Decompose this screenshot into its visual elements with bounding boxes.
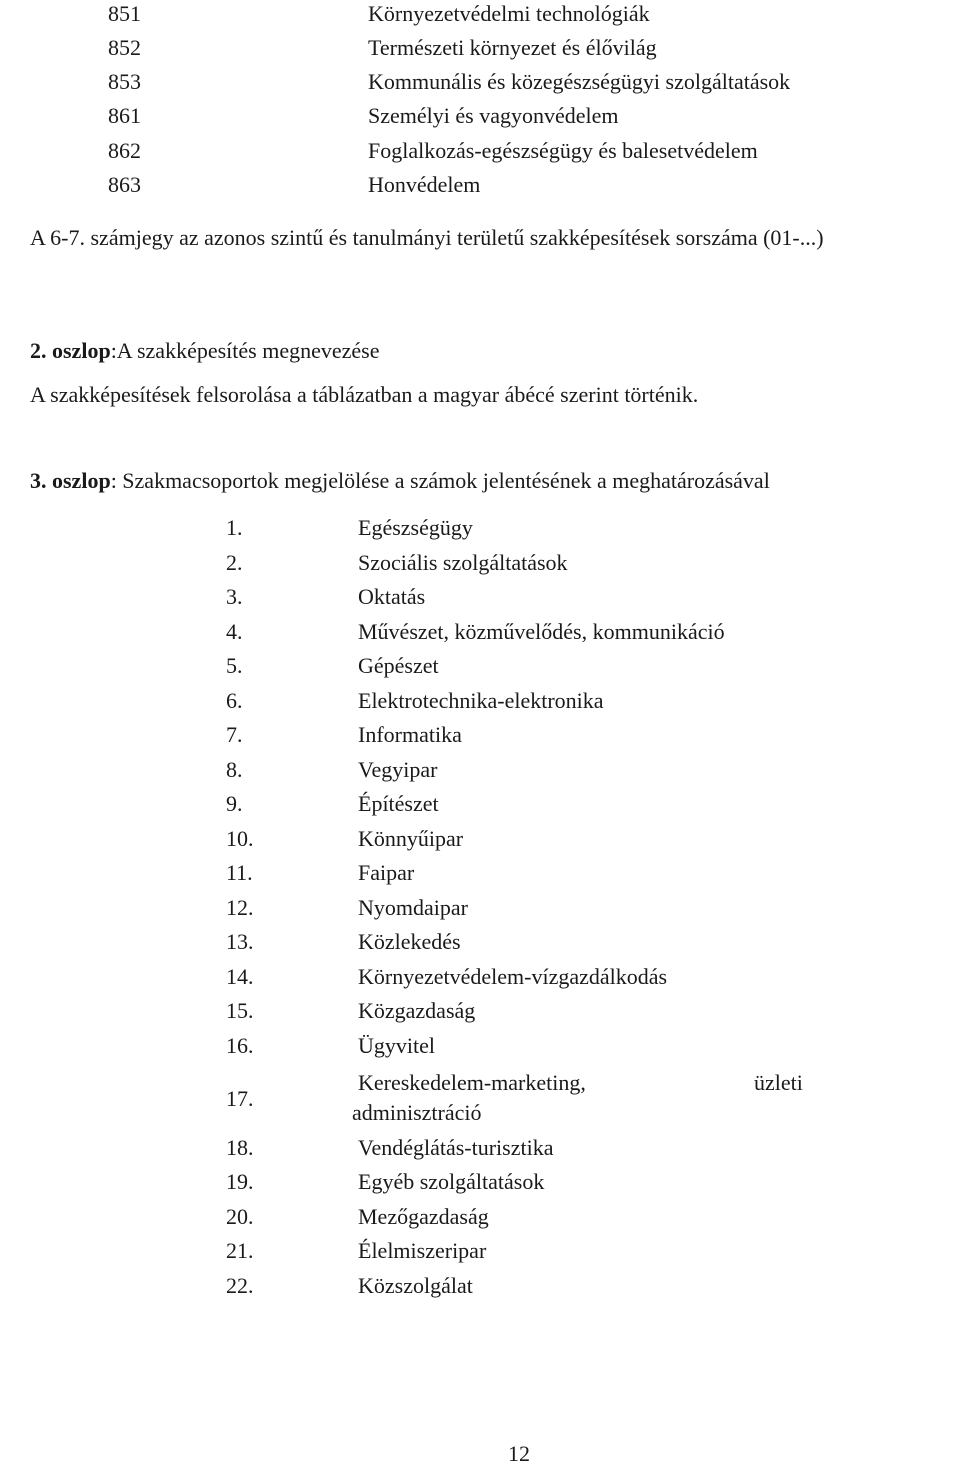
group-label: Vegyipar — [358, 757, 438, 782]
group-number: 12. — [226, 895, 254, 920]
group-label: Nyomdaipar — [358, 895, 468, 920]
code-number: 853 — [108, 69, 141, 94]
group-number: 4. — [226, 619, 243, 644]
group-number: 18. — [226, 1135, 254, 1160]
group-number: 20. — [226, 1204, 254, 1229]
group-label: Mezőgazdaság — [358, 1204, 489, 1229]
group-label: Könnyűipar — [358, 826, 464, 851]
group-label: Élelmiszeripar — [358, 1238, 487, 1263]
group-number: 1. — [226, 515, 243, 540]
group-label-wrap: adminisztráció — [352, 1100, 482, 1125]
group-number: 8. — [226, 757, 243, 782]
group-number: 7. — [226, 722, 243, 747]
digits-6-7-paragraph: A 6-7. számjegy az azonos szintű és tanulmányi területű szakképesítések sorszáma (01-...) — [30, 225, 824, 250]
group-label: Oktatás — [358, 584, 426, 609]
group-label: Közgazdaság — [358, 998, 476, 1023]
group-label: Közlekedés — [358, 929, 461, 954]
group-number: 17. — [226, 1086, 254, 1111]
code-label: Személyi és vagyonvédelem — [368, 103, 619, 128]
column-2-heading — [30, 337, 379, 365]
group-label: Egyéb szolgáltatások — [358, 1169, 545, 1194]
group-number: 3. — [226, 584, 243, 609]
alphabetical-order-paragraph: A szakképesítések felsorolása a táblázatban a magyar ábécé szerint történik. — [30, 382, 699, 407]
group-label: Közszolgálat — [358, 1273, 473, 1298]
group-label: Egészségügy — [358, 515, 473, 540]
group-number: 14. — [226, 964, 254, 989]
group-number: 22. — [226, 1273, 254, 1298]
code-label: Környezetvédelmi technológiák — [368, 1, 650, 26]
group-label: Építészet — [358, 791, 439, 816]
group-label: Kereskedelem-marketing, — [358, 1070, 586, 1095]
group-label: Környezetvédelem-vízgazdálkodás — [358, 964, 668, 989]
group-label-continued: üzleti — [754, 1070, 803, 1095]
group-number: 2. — [226, 550, 243, 575]
group-number: 13. — [226, 929, 254, 954]
group-number: 16. — [226, 1033, 254, 1058]
group-number: 10. — [226, 826, 254, 851]
code-number: 851 — [108, 1, 141, 26]
group-number: 5. — [226, 653, 243, 678]
group-number: 21. — [226, 1238, 254, 1263]
column-3-description: : Szakmacsoportok megjelölése a számok jelentésének a meghatározásával — [110, 468, 770, 493]
column-3-label: 3. oszlop — [30, 468, 111, 493]
code-label: Kommunális és közegészségügyi szolgáltatások — [368, 69, 791, 94]
page-number: 12 — [508, 1441, 530, 1466]
group-label: Faipar — [358, 860, 415, 885]
code-number: 852 — [108, 35, 141, 60]
group-number: 19. — [226, 1169, 254, 1194]
group-label: Ügyvitel — [358, 1033, 435, 1058]
code-number: 862 — [108, 138, 141, 163]
code-label: Honvédelem — [368, 172, 481, 197]
group-label: Gépészet — [358, 653, 439, 678]
code-number: 861 — [108, 103, 141, 128]
group-number: 15. — [226, 998, 254, 1023]
group-number: 6. — [226, 688, 243, 713]
column-2-label: 2. oszlop — [30, 338, 111, 363]
code-label: Foglalkozás-egészségügy és balesetvédelem — [368, 138, 758, 163]
group-number: 11. — [226, 860, 253, 885]
group-number: 9. — [226, 791, 243, 816]
column-2-description: :A szakképesítés megnevezése — [110, 338, 380, 363]
group-label: Elektrotechnika-elektronika — [358, 688, 604, 713]
code-number: 863 — [108, 172, 141, 197]
group-label: Szociális szolgáltatások — [358, 550, 568, 575]
group-label: Informatika — [358, 722, 462, 747]
group-label: Vendéglátás-turisztika — [358, 1135, 554, 1160]
group-label: Művészet, közművelődés, kommunikáció — [358, 619, 725, 644]
code-label: Természeti környezet és élővilág — [368, 35, 657, 60]
column-3-heading — [30, 467, 770, 495]
